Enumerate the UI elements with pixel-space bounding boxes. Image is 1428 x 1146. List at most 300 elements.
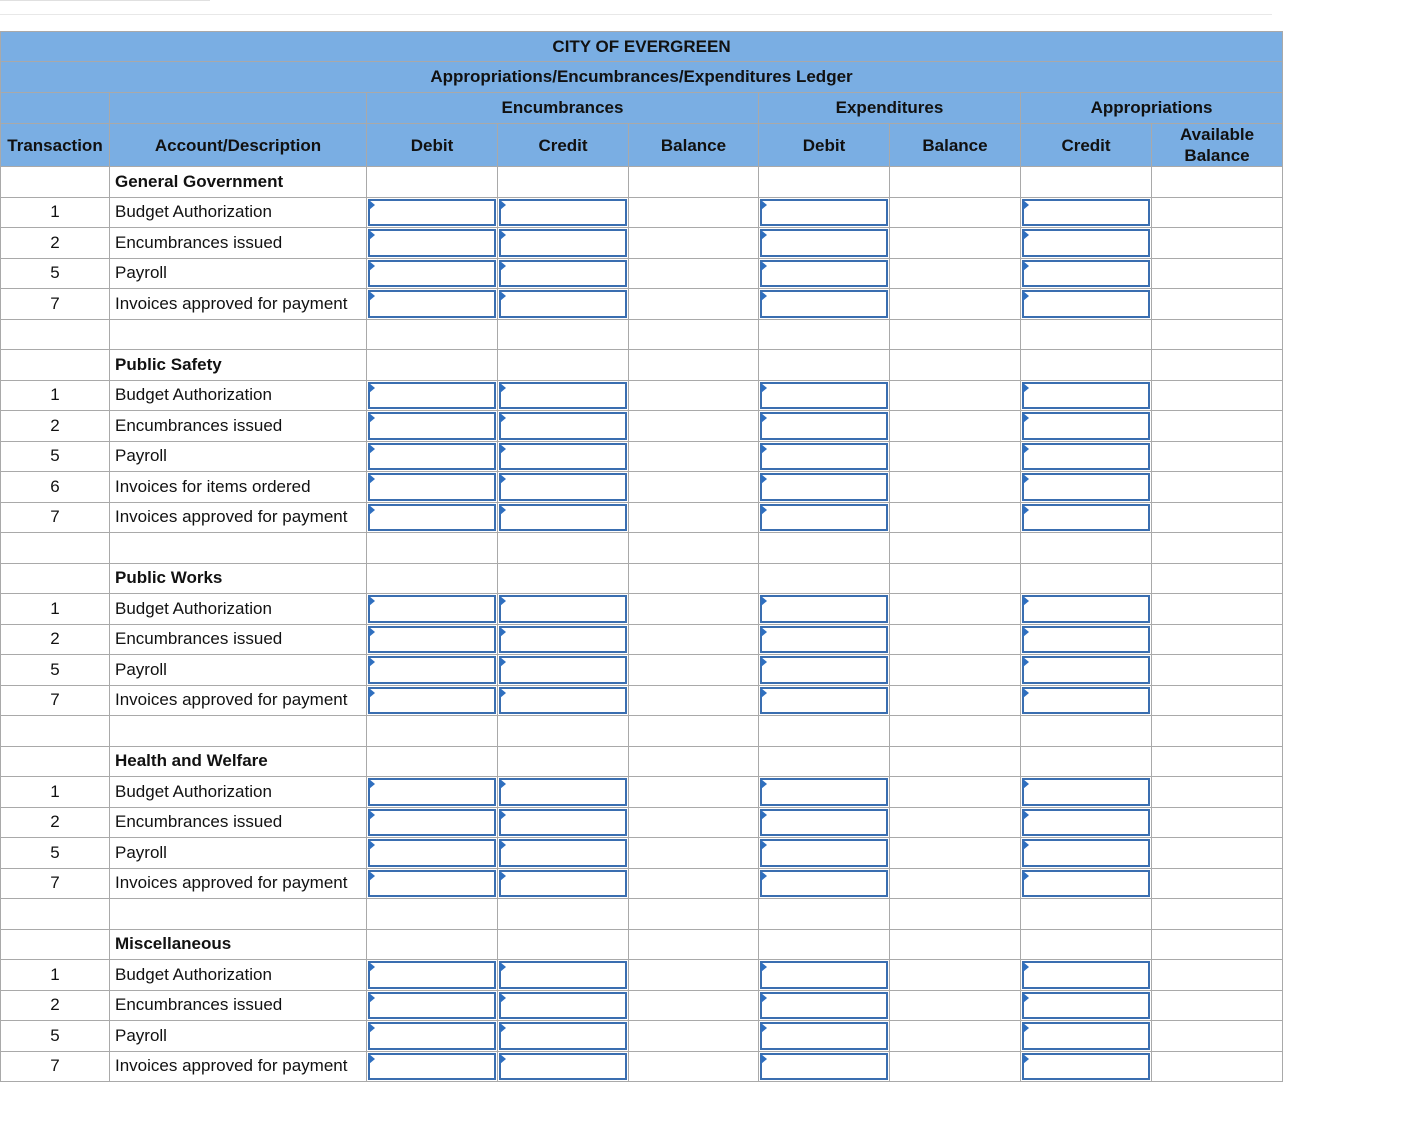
- entry-marker-icon: [1023, 657, 1029, 667]
- app-credit-input[interactable]: [1022, 961, 1150, 989]
- entry-marker-icon: [369, 657, 375, 667]
- app-credit-input-cell: [1021, 258, 1152, 289]
- entry-marker-icon: [1023, 383, 1029, 393]
- app-credit-input-cell: [1021, 624, 1152, 655]
- empty-cell: [629, 746, 759, 777]
- enc-balance-cell: [629, 868, 759, 899]
- exp-debit-input[interactable]: [760, 992, 888, 1020]
- empty-cell: [759, 899, 890, 930]
- available-balance-cell: [1152, 624, 1283, 655]
- enc-debit-input[interactable]: [368, 778, 496, 806]
- app-credit-input[interactable]: [1022, 1053, 1150, 1081]
- table-row: [1, 1021, 1283, 1052]
- enc-credit-input[interactable]: [499, 260, 627, 288]
- empty-cell: [629, 167, 759, 198]
- entry-marker-icon: [1023, 291, 1029, 301]
- spacer-row: [1, 319, 1283, 350]
- entry-marker-icon: [369, 413, 375, 423]
- enc-debit-input-cell: [367, 289, 498, 320]
- exp-balance-cell: [890, 472, 1021, 503]
- entry-marker-icon: [500, 291, 506, 301]
- empty-cell: [498, 563, 629, 594]
- table-row: [1, 807, 1283, 838]
- empty-cell: [629, 716, 759, 747]
- exp-debit-input-cell: [759, 411, 890, 442]
- app-credit-input[interactable]: [1022, 870, 1150, 898]
- empty-cell: [890, 167, 1021, 198]
- entry-marker-icon: [761, 200, 767, 210]
- exp-debit-input-cell: [759, 777, 890, 808]
- enc-debit-input[interactable]: [368, 473, 496, 501]
- empty-cell: [1021, 350, 1152, 381]
- enc-credit-input[interactable]: [499, 1022, 627, 1050]
- enc-debit-input[interactable]: [368, 412, 496, 440]
- transaction-number: 1: [1, 197, 110, 228]
- available-balance-cell: [1152, 1051, 1283, 1082]
- entry-marker-icon: [761, 230, 767, 240]
- exp-balance-cell: [890, 411, 1021, 442]
- empty-cell: [1021, 716, 1152, 747]
- enc-debit-input[interactable]: [368, 687, 496, 715]
- app-credit-input[interactable]: [1022, 473, 1150, 501]
- entry-marker-icon: [761, 383, 767, 393]
- exp-debit-input[interactable]: [760, 199, 888, 227]
- available-balance-cell: [1152, 990, 1283, 1021]
- app-credit-input[interactable]: [1022, 199, 1150, 227]
- entry-marker-icon: [1023, 505, 1029, 515]
- enc-balance-cell: [629, 289, 759, 320]
- exp-debit-input[interactable]: [760, 809, 888, 837]
- empty-cell: [367, 319, 498, 350]
- enc-debit-input[interactable]: [368, 992, 496, 1020]
- entry-marker-icon: [761, 840, 767, 850]
- entry-marker-icon: [369, 444, 375, 454]
- empty-cell: [498, 929, 629, 960]
- enc-credit-input-cell: [498, 289, 629, 320]
- enc-credit-input-cell: [498, 960, 629, 991]
- enc-credit-input[interactable]: [499, 809, 627, 837]
- empty-cell: [367, 899, 498, 930]
- app-credit-input-cell: [1021, 502, 1152, 533]
- enc-credit-input[interactable]: [499, 412, 627, 440]
- exp-balance-cell: [890, 960, 1021, 991]
- entry-marker-icon: [369, 962, 375, 972]
- exp-debit-input-cell: [759, 1051, 890, 1082]
- empty-cell: [110, 716, 367, 747]
- available-balance-cell: [1152, 472, 1283, 503]
- enc-debit-input[interactable]: [368, 626, 496, 654]
- entry-marker-icon: [500, 688, 506, 698]
- app-credit-input[interactable]: [1022, 626, 1150, 654]
- transaction-number: 5: [1, 1021, 110, 1052]
- exp-balance-cell: [890, 197, 1021, 228]
- account-description: Payroll: [110, 838, 367, 869]
- col-header-account: Account/Description: [110, 124, 367, 167]
- exp-debit-input[interactable]: [760, 656, 888, 684]
- enc-credit-input[interactable]: [499, 687, 627, 715]
- transaction-number: 1: [1, 380, 110, 411]
- available-balance-cell: [1152, 441, 1283, 472]
- app-credit-input[interactable]: [1022, 229, 1150, 257]
- enc-debit-input[interactable]: [368, 504, 496, 532]
- app-credit-input[interactable]: [1022, 412, 1150, 440]
- entry-marker-icon: [500, 444, 506, 454]
- exp-debit-input[interactable]: [760, 260, 888, 288]
- exp-debit-input-cell: [759, 502, 890, 533]
- transaction-number: 2: [1, 990, 110, 1021]
- entry-marker-icon: [1023, 962, 1029, 972]
- exp-debit-input[interactable]: [760, 595, 888, 623]
- app-credit-input-cell: [1021, 472, 1152, 503]
- enc-debit-input[interactable]: [368, 260, 496, 288]
- entry-marker-icon: [369, 779, 375, 789]
- enc-debit-input[interactable]: [368, 1022, 496, 1050]
- exp-debit-input[interactable]: [760, 412, 888, 440]
- exp-debit-input[interactable]: [760, 961, 888, 989]
- entry-marker-icon: [500, 230, 506, 240]
- empty-cell: [759, 319, 890, 350]
- empty-cell: [498, 746, 629, 777]
- empty-cell: [629, 319, 759, 350]
- account-description: Payroll: [110, 655, 367, 686]
- enc-balance-cell: [629, 777, 759, 808]
- empty-cell: [1, 899, 110, 930]
- entry-marker-icon: [500, 779, 506, 789]
- table-row: [1, 624, 1283, 655]
- exp-debit-input[interactable]: [760, 473, 888, 501]
- exp-balance-cell: [890, 1021, 1021, 1052]
- ledger-title: CITY OF EVERGREEN: [1, 32, 1283, 62]
- entry-marker-icon: [1023, 1054, 1029, 1064]
- table-row: [1, 502, 1283, 533]
- enc-credit-input-cell: [498, 594, 629, 625]
- available-balance-cell: [1152, 258, 1283, 289]
- ledger-table: [0, 31, 1283, 1082]
- exp-debit-input-cell: [759, 960, 890, 991]
- table-row: [1, 441, 1283, 472]
- exp-debit-input-cell: [759, 197, 890, 228]
- entry-marker-icon: [761, 505, 767, 515]
- enc-credit-input[interactable]: [499, 839, 627, 867]
- enc-debit-input[interactable]: [368, 595, 496, 623]
- entry-marker-icon: [500, 200, 506, 210]
- section-header-row: [1, 929, 1283, 960]
- empty-cell: [890, 899, 1021, 930]
- available-balance-cell: [1152, 380, 1283, 411]
- ledger-subtitle: Appropriations/Encumbrances/Expenditures Ledger: [1, 62, 1283, 93]
- section-title: General Government: [110, 167, 367, 198]
- app-credit-input-cell: [1021, 777, 1152, 808]
- enc-credit-input[interactable]: [499, 626, 627, 654]
- enc-debit-input-cell: [367, 441, 498, 472]
- col-header-enc-balance: Balance: [629, 124, 759, 167]
- available-balance-cell: [1152, 960, 1283, 991]
- exp-debit-input[interactable]: [760, 839, 888, 867]
- table-row: [1, 258, 1283, 289]
- transaction-number: 6: [1, 472, 110, 503]
- empty-cell: [890, 533, 1021, 564]
- exp-balance-cell: [890, 380, 1021, 411]
- entry-marker-icon: [369, 810, 375, 820]
- enc-balance-cell: [629, 655, 759, 686]
- enc-balance-cell: [629, 472, 759, 503]
- app-credit-input[interactable]: [1022, 290, 1150, 318]
- entry-marker-icon: [761, 962, 767, 972]
- enc-debit-input-cell: [367, 1021, 498, 1052]
- exp-debit-input[interactable]: [760, 382, 888, 410]
- entry-marker-icon: [500, 261, 506, 271]
- entry-marker-icon: [369, 871, 375, 881]
- account-description: Invoices approved for payment: [110, 1051, 367, 1082]
- enc-credit-input[interactable]: [499, 229, 627, 257]
- exp-debit-input[interactable]: [760, 1022, 888, 1050]
- available-balance-cell: [1152, 655, 1283, 686]
- entry-marker-icon: [761, 413, 767, 423]
- exp-balance-cell: [890, 807, 1021, 838]
- account-description: Encumbrances issued: [110, 624, 367, 655]
- enc-debit-input-cell: [367, 868, 498, 899]
- transaction-number: 7: [1, 502, 110, 533]
- empty-cell: [759, 563, 890, 594]
- enc-credit-input-cell: [498, 228, 629, 259]
- app-credit-input[interactable]: [1022, 504, 1150, 532]
- enc-credit-input-cell: [498, 990, 629, 1021]
- app-credit-input[interactable]: [1022, 260, 1150, 288]
- enc-debit-input[interactable]: [368, 1053, 496, 1081]
- exp-debit-input[interactable]: [760, 687, 888, 715]
- enc-credit-input[interactable]: [499, 504, 627, 532]
- exp-debit-input-cell: [759, 228, 890, 259]
- entry-marker-icon: [500, 596, 506, 606]
- entry-marker-icon: [761, 444, 767, 454]
- empty-cell: [1, 563, 110, 594]
- empty-cell: [629, 563, 759, 594]
- section-title: Miscellaneous: [110, 929, 367, 960]
- enc-credit-input[interactable]: [499, 290, 627, 318]
- empty-cell: [110, 899, 367, 930]
- exp-debit-input-cell: [759, 472, 890, 503]
- enc-balance-cell: [629, 838, 759, 869]
- entry-marker-icon: [761, 474, 767, 484]
- enc-credit-input-cell: [498, 502, 629, 533]
- available-balance-cell: [1152, 197, 1283, 228]
- app-credit-input-cell: [1021, 685, 1152, 716]
- exp-debit-input-cell: [759, 1021, 890, 1052]
- exp-debit-input[interactable]: [760, 443, 888, 471]
- enc-debit-input-cell: [367, 807, 498, 838]
- empty-cell: [1, 929, 110, 960]
- app-credit-input[interactable]: [1022, 809, 1150, 837]
- exp-debit-input-cell: [759, 655, 890, 686]
- empty-cell: [1152, 929, 1283, 960]
- empty-cell: [629, 350, 759, 381]
- enc-debit-input-cell: [367, 685, 498, 716]
- app-credit-input-cell: [1021, 197, 1152, 228]
- transaction-number: 7: [1, 1051, 110, 1082]
- enc-credit-input[interactable]: [499, 992, 627, 1020]
- exp-debit-input[interactable]: [760, 870, 888, 898]
- entry-marker-icon: [1023, 413, 1029, 423]
- exp-debit-input-cell: [759, 868, 890, 899]
- app-credit-input[interactable]: [1022, 443, 1150, 471]
- section-title: Public Works: [110, 563, 367, 594]
- empty-cell: [1152, 716, 1283, 747]
- exp-debit-input[interactable]: [760, 778, 888, 806]
- entry-marker-icon: [500, 962, 506, 972]
- exp-balance-cell: [890, 685, 1021, 716]
- entry-marker-icon: [500, 993, 506, 1003]
- section-header-row: [1, 746, 1283, 777]
- enc-balance-cell: [629, 1021, 759, 1052]
- enc-credit-input[interactable]: [499, 443, 627, 471]
- enc-credit-input[interactable]: [499, 870, 627, 898]
- entry-marker-icon: [500, 383, 506, 393]
- blank-header-cell: [1, 93, 110, 124]
- available-balance-cell: [1152, 838, 1283, 869]
- enc-credit-input-cell: [498, 197, 629, 228]
- enc-credit-input-cell: [498, 472, 629, 503]
- empty-cell: [367, 929, 498, 960]
- enc-debit-input-cell: [367, 990, 498, 1021]
- enc-debit-input[interactable]: [368, 382, 496, 410]
- enc-credit-input[interactable]: [499, 778, 627, 806]
- entry-marker-icon: [369, 230, 375, 240]
- app-credit-input[interactable]: [1022, 839, 1150, 867]
- exp-debit-input[interactable]: [760, 1053, 888, 1081]
- exp-debit-input[interactable]: [760, 290, 888, 318]
- enc-debit-input[interactable]: [368, 290, 496, 318]
- exp-debit-input[interactable]: [760, 626, 888, 654]
- transaction-number: 5: [1, 258, 110, 289]
- enc-credit-input[interactable]: [499, 1053, 627, 1081]
- enc-debit-input-cell: [367, 228, 498, 259]
- enc-debit-input-cell: [367, 777, 498, 808]
- enc-balance-cell: [629, 1051, 759, 1082]
- entry-marker-icon: [1023, 1023, 1029, 1033]
- top-rule: [0, 14, 1272, 15]
- account-description: Invoices approved for payment: [110, 685, 367, 716]
- entry-marker-icon: [1023, 779, 1029, 789]
- expenditures-group-header: Expenditures: [759, 93, 1021, 124]
- exp-balance-cell: [890, 655, 1021, 686]
- enc-credit-input[interactable]: [499, 656, 627, 684]
- enc-credit-input[interactable]: [499, 473, 627, 501]
- enc-credit-input-cell: [498, 807, 629, 838]
- entry-marker-icon: [500, 627, 506, 637]
- empty-cell: [890, 929, 1021, 960]
- app-credit-input[interactable]: [1022, 1022, 1150, 1050]
- enc-debit-input[interactable]: [368, 656, 496, 684]
- empty-cell: [759, 167, 890, 198]
- enc-debit-input[interactable]: [368, 870, 496, 898]
- entry-marker-icon: [369, 383, 375, 393]
- enc-debit-input[interactable]: [368, 443, 496, 471]
- empty-cell: [1021, 167, 1152, 198]
- entry-marker-icon: [369, 596, 375, 606]
- empty-cell: [629, 533, 759, 564]
- enc-debit-input[interactable]: [368, 839, 496, 867]
- account-description: Invoices approved for payment: [110, 289, 367, 320]
- exp-debit-input[interactable]: [760, 229, 888, 257]
- table-row: [1, 868, 1283, 899]
- entry-marker-icon: [1023, 474, 1029, 484]
- entry-marker-icon: [761, 993, 767, 1003]
- account-description: Encumbrances issued: [110, 807, 367, 838]
- empty-cell: [1021, 899, 1152, 930]
- enc-credit-input-cell: [498, 624, 629, 655]
- section-header-row: [1, 167, 1283, 198]
- app-credit-input[interactable]: [1022, 687, 1150, 715]
- enc-debit-input[interactable]: [368, 809, 496, 837]
- entry-marker-icon: [761, 810, 767, 820]
- enc-credit-input[interactable]: [499, 595, 627, 623]
- table-row: [1, 685, 1283, 716]
- app-credit-input-cell: [1021, 990, 1152, 1021]
- app-credit-input[interactable]: [1022, 992, 1150, 1020]
- enc-balance-cell: [629, 258, 759, 289]
- app-credit-input[interactable]: [1022, 656, 1150, 684]
- app-credit-input-cell: [1021, 960, 1152, 991]
- transaction-number: 5: [1, 838, 110, 869]
- enc-credit-input-cell: [498, 258, 629, 289]
- enc-debit-input[interactable]: [368, 199, 496, 227]
- empty-cell: [1, 167, 110, 198]
- app-credit-input-cell: [1021, 868, 1152, 899]
- enc-debit-input[interactable]: [368, 229, 496, 257]
- empty-cell: [1021, 319, 1152, 350]
- entry-marker-icon: [761, 871, 767, 881]
- top-rule-short: [0, 0, 210, 1]
- entry-marker-icon: [369, 200, 375, 210]
- transaction-number: 2: [1, 411, 110, 442]
- available-balance-cell: [1152, 228, 1283, 259]
- exp-debit-input-cell: [759, 838, 890, 869]
- empty-cell: [890, 319, 1021, 350]
- exp-debit-input[interactable]: [760, 504, 888, 532]
- enc-credit-input[interactable]: [499, 382, 627, 410]
- table-row: [1, 777, 1283, 808]
- app-credit-input[interactable]: [1022, 778, 1150, 806]
- entry-marker-icon: [500, 1023, 506, 1033]
- enc-credit-input-cell: [498, 838, 629, 869]
- enc-debit-input[interactable]: [368, 961, 496, 989]
- exp-debit-input-cell: [759, 380, 890, 411]
- exp-debit-input-cell: [759, 289, 890, 320]
- enc-credit-input-cell: [498, 655, 629, 686]
- account-description: Budget Authorization: [110, 594, 367, 625]
- entry-marker-icon: [500, 840, 506, 850]
- transaction-number: 5: [1, 655, 110, 686]
- enc-credit-input[interactable]: [499, 961, 627, 989]
- enc-credit-input[interactable]: [499, 199, 627, 227]
- app-credit-input[interactable]: [1022, 382, 1150, 410]
- app-credit-input[interactable]: [1022, 595, 1150, 623]
- table-row: [1, 1051, 1283, 1082]
- account-description: Payroll: [110, 1021, 367, 1052]
- entry-marker-icon: [500, 413, 506, 423]
- spacer-row: [1, 716, 1283, 747]
- app-credit-input-cell: [1021, 380, 1152, 411]
- enc-balance-cell: [629, 807, 759, 838]
- entry-marker-icon: [1023, 627, 1029, 637]
- transaction-number: 1: [1, 960, 110, 991]
- transaction-number: 2: [1, 807, 110, 838]
- empty-cell: [367, 350, 498, 381]
- exp-balance-cell: [890, 990, 1021, 1021]
- enc-balance-cell: [629, 441, 759, 472]
- enc-debit-input-cell: [367, 380, 498, 411]
- enc-credit-input-cell: [498, 868, 629, 899]
